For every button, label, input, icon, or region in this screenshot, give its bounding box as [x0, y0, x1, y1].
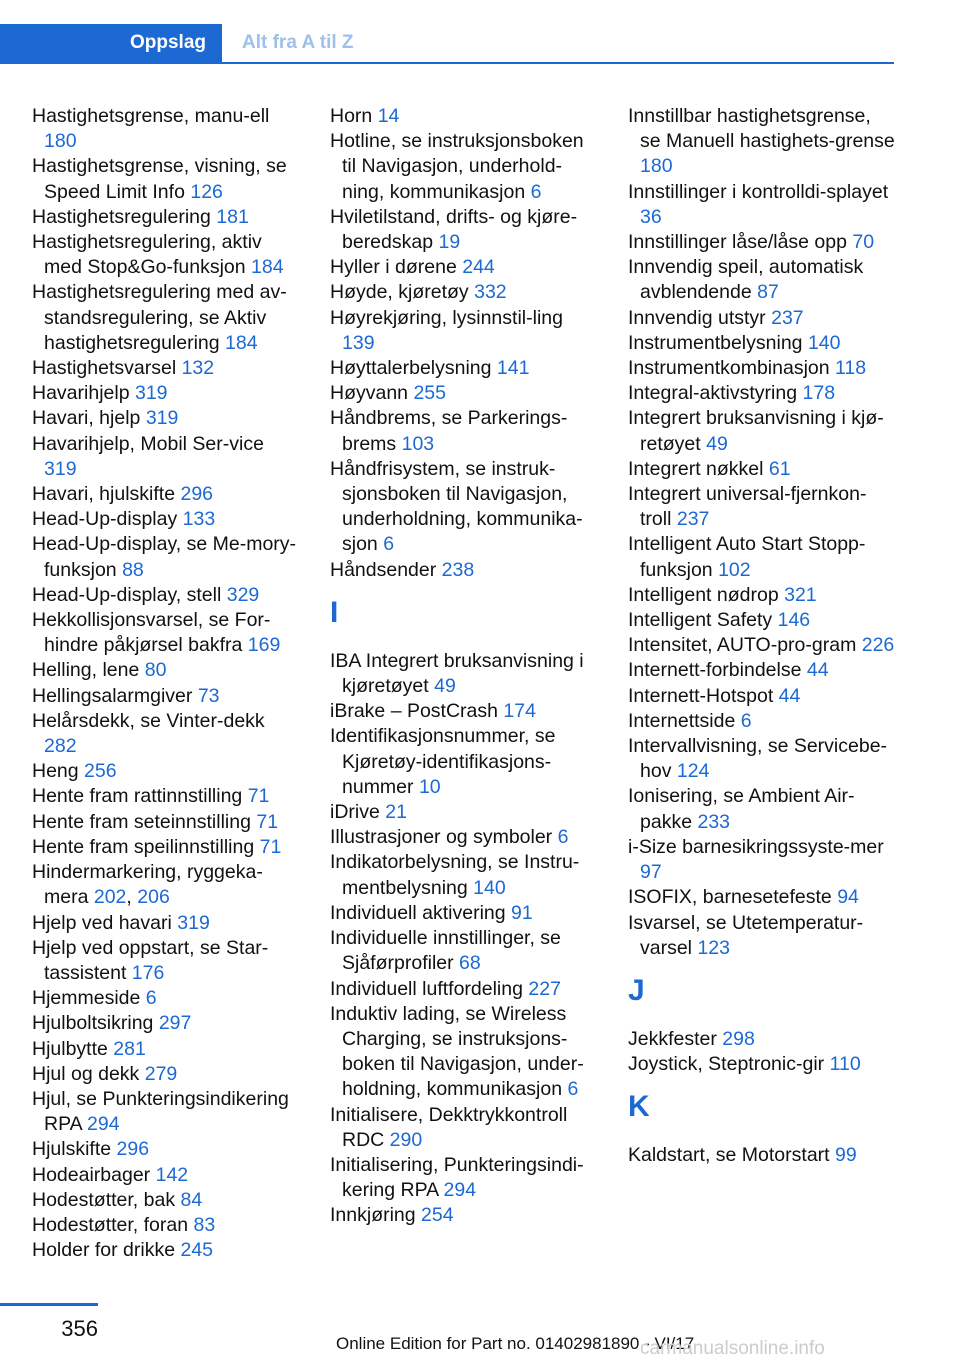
page-reference-link[interactable]: 44 [778, 684, 801, 707]
index-entry-text: Havari, hjulskifte [32, 483, 176, 506]
index-entry-text: Høyvann [330, 382, 409, 405]
page-reference-link[interactable]: 178 [802, 382, 836, 405]
index-entry [330, 699, 598, 724]
index-entry [330, 850, 598, 900]
page-reference-link[interactable]: 294 [443, 1179, 477, 1202]
page-reference-link[interactable]: 294 [87, 1113, 120, 1136]
page-reference-link[interactable]: 71 [247, 785, 270, 808]
page-reference-link[interactable]: 298 [722, 1027, 755, 1050]
page-reference-link[interactable]: 282 [44, 735, 77, 758]
page-reference-link[interactable]: 140 [473, 876, 506, 899]
index-entry [628, 1143, 896, 1168]
page-reference-link[interactable]: 71 [256, 810, 279, 833]
page-reference-link[interactable]: 133 [182, 508, 216, 531]
page-reference-link[interactable]: 146 [777, 609, 811, 632]
page-reference-link[interactable]: 238 [441, 558, 475, 581]
index-entry [32, 432, 300, 482]
index-entry-text: Individuelle innstillinger, se Sjåførprofiler [330, 927, 561, 975]
page-reference-link[interactable]: 87 [757, 281, 779, 304]
index-entry [628, 255, 896, 305]
page-reference-link[interactable]: 118 [835, 357, 867, 380]
index-entry-text: Hastighetsgrense, manu-ell [32, 105, 270, 127]
page-reference-link[interactable]: 6 [740, 709, 752, 732]
page-reference-link[interactable]: 126 [190, 180, 223, 203]
index-entry-text: Håndbrems, se Parkerings-brems [330, 407, 568, 455]
index-entry-text: Kaldstart, se Motorstart [628, 1144, 830, 1167]
index-entry-text: Hviletilstand, drifts- og kjøre-beredskap [330, 205, 578, 254]
index-entry-text: Hodestøtter, foran [32, 1213, 189, 1236]
page-reference-link[interactable]: 6 [557, 826, 569, 849]
index-entry-text: Hente fram rattinnstilling [32, 785, 243, 808]
page-reference-link[interactable]: 281 [113, 1037, 146, 1060]
index-entry [628, 331, 896, 356]
index-column-1 [32, 104, 300, 1263]
index-entry-text: Head-Up-display, stell [32, 583, 222, 606]
page-reference-link[interactable]: 84 [180, 1188, 203, 1211]
index-entry-text: Hjemmeside [32, 987, 141, 1010]
index-entry-text: Innstillinger i kontrolldi-splayet [628, 180, 889, 203]
edition-footer: Online Edition for Part no. 01402981890 - VI/17 [336, 1334, 695, 1353]
index-entry-text: Intelligent nødrop [628, 583, 779, 606]
page-reference-link[interactable]: 6 [530, 180, 542, 203]
page-reference-link[interactable]: 19 [438, 231, 461, 254]
index-entry [330, 205, 598, 255]
index-entry-text: Individuell luftfordeling [330, 977, 523, 1000]
index-entry [628, 356, 896, 381]
index-entry-text: Innstillinger låse/låse opp [628, 231, 847, 254]
index-entry [628, 885, 896, 910]
index-entry [628, 608, 896, 633]
index-entry-text: Hekkollisjonsvarsel, se For-hindre påkjørsel bakfra [32, 609, 271, 657]
page-reference-link[interactable]: 124 [676, 760, 710, 783]
index-entry [628, 482, 896, 532]
page-reference-link[interactable]: 296 [116, 1138, 150, 1161]
index-entry-text: Intervallvisning, se Servicebe-hov [628, 735, 888, 783]
index-entry-text: Innkjøring [330, 1204, 416, 1227]
index-entry [330, 649, 598, 699]
index-entry [330, 406, 598, 456]
page-reference-link[interactable]: 226 [861, 634, 895, 657]
index-entry-text: Hjulskifte [32, 1138, 112, 1161]
index-entry [628, 306, 896, 331]
index-entry [330, 901, 598, 926]
index-entry [32, 608, 300, 658]
page-reference-link[interactable]: 319 [134, 382, 168, 405]
page-reference-link[interactable]: 319 [145, 407, 179, 430]
index-entry [32, 835, 300, 860]
page-reference-link[interactable]: 102 [718, 558, 751, 581]
page-reference-link[interactable]: 141 [496, 357, 530, 380]
index-entry-text: ISOFIX, barnesetefeste [628, 886, 832, 909]
page-reference-link[interactable]: 184 [225, 331, 258, 354]
page-reference-link[interactable]: 180 [640, 155, 673, 178]
index-entry-text: Helårsdekk, se Vinter-dekk [32, 709, 265, 732]
index-entry-text: Håndsender [330, 558, 437, 581]
index-entry-text: Hodestøtter, bak [32, 1188, 176, 1211]
index-entry-text: Horn [330, 105, 373, 127]
index-entry-text: Head-Up-display, se Me-mory-funksjon [32, 533, 297, 581]
index-entry [32, 583, 300, 608]
index-entry-text: Hindermarkering, ryggeka-mera [32, 861, 263, 909]
index-entry-text: Hjul, se Punkteringsindikering RPA [32, 1087, 289, 1136]
index-entry [32, 709, 300, 759]
index-entry [32, 1163, 300, 1188]
index-entry [628, 835, 896, 885]
index-entry-text: Innvendig utstyr [628, 306, 766, 329]
index-entry-text: Hyller i dørene [330, 256, 457, 279]
page-reference-link[interactable]: 244 [462, 256, 495, 279]
page-reference-link[interactable]: 296 [180, 483, 214, 506]
index-entry [330, 129, 598, 205]
index-entry [32, 1011, 300, 1036]
index-entry [330, 800, 598, 825]
index-entry-text: Internett-forbindelse [628, 659, 802, 682]
page-reference-link[interactable]: 184 [251, 256, 284, 279]
page-reference-link[interactable]: 61 [768, 457, 791, 480]
index-entry-text: Internettside [628, 709, 736, 732]
index-entry [330, 558, 598, 583]
index-entry-text: Hastighetsregulering [32, 205, 211, 228]
tab-oppslag-label: Oppslag [129, 32, 206, 53]
index-entry-text: iBrake – PostCrash [330, 700, 498, 723]
index-entry-text: Hastighetsgrense, visning, se Speed Limit Info [32, 155, 287, 203]
index-entry-text: iDrive [330, 801, 380, 824]
index-entry-text: Instrumentkombinasjon [628, 357, 830, 380]
index-entry [32, 1238, 300, 1263]
index-entry [628, 709, 896, 734]
index-entry-text: Hellingsalarmgiver [32, 684, 193, 707]
page-reference-link[interactable]: 6 [567, 1078, 579, 1101]
index-entry-text: Hente fram seteinnstilling [32, 810, 251, 833]
page-reference-link[interactable]: 319 [177, 911, 210, 934]
index-entry [32, 810, 300, 835]
index-letter-heading: K [628, 1090, 650, 1124]
page-reference-link[interactable]: 49 [434, 675, 456, 698]
index-entry [32, 684, 300, 709]
index-entry [628, 658, 896, 683]
index-entry-text: Hjul og dekk [32, 1062, 140, 1085]
index-entry [628, 734, 896, 784]
index-entry: Hindermarkering, ryggeka-mera 202, 206 [32, 861, 263, 909]
index-entry-text: Indikatorbelysning, se Instru-mentbelysning [330, 851, 580, 899]
index-entry-text: Intensitet, AUTO-pro-gram [628, 634, 857, 657]
index-entry-text: IBA Integrert bruksanvisning i kjøretøyet [330, 649, 584, 698]
index-letter-heading: I [330, 595, 339, 629]
page-reference-link[interactable]: 132 [181, 357, 215, 380]
index-entry-text: Jekkfester [628, 1027, 717, 1050]
page-reference-link[interactable]: 94 [837, 886, 859, 909]
index-entry-text: Havari, hjelp [32, 407, 141, 430]
index-entry [32, 205, 300, 230]
index-entry-text: Integrert universal-fjernkon-troll [628, 483, 867, 531]
page-reference-link[interactable]: 103 [401, 432, 435, 455]
index-entry [32, 1037, 300, 1062]
page-reference-link[interactable]: 68 [459, 952, 481, 975]
index-entry [330, 356, 598, 381]
index-entry [330, 1203, 598, 1228]
page-reference-link[interactable]: 245 [180, 1239, 214, 1262]
index-entry [32, 532, 300, 582]
index-entry [628, 406, 896, 456]
index-entry [330, 457, 598, 558]
index-entry [330, 1103, 598, 1153]
index-entry-text: Intelligent Auto Start Stopp-funksjon [628, 533, 866, 581]
index-column-3 [628, 104, 896, 1169]
index-letter-heading: J [628, 973, 645, 1007]
page-reference-link[interactable]: 202 [93, 886, 127, 909]
index-entry [32, 936, 300, 986]
index-entry-text: Hotline, se instruksjonsboken til Navigasjon, underhold-ning, kommunikasjon [330, 130, 584, 203]
index-entry-text: Havarihjelp [32, 382, 130, 405]
index-entry [330, 381, 598, 406]
page-reference-link[interactable]: 91 [511, 901, 533, 924]
page-reference-link[interactable]: 169 [247, 634, 281, 657]
index-entry-text: Høyde, kjøretøy [330, 281, 469, 304]
watermark: carmanualsonline.info [640, 1338, 825, 1359]
index-entry-text: Hastighetsregulering med av-standsregulering, se Aktiv hastighetsregulering [32, 281, 287, 354]
index-entry-text: Individuell aktivering [330, 901, 506, 924]
index-entry-text: Illustrasjoner og symboler [330, 826, 553, 849]
index-entry [628, 230, 896, 255]
index-entry-text: Ionisering, se Ambient Air-pakke [628, 785, 855, 833]
index-entry [330, 306, 598, 356]
index-entry [628, 784, 896, 834]
index-entry [628, 381, 896, 406]
index-entry [628, 633, 896, 658]
page-reference-link[interactable]: 99 [835, 1144, 857, 1167]
index-entry-text: Initialisering, Punkteringsindi-kering RPA [330, 1153, 584, 1202]
index-entry-text: Head-Up-display [32, 508, 178, 531]
index-entry [628, 532, 896, 582]
index-entry [32, 104, 300, 154]
page-reference-link[interactable]: 206 [137, 886, 170, 909]
page-reference-link[interactable]: 319 [44, 457, 77, 480]
index-entry-text: Instrumentbelysning [628, 331, 803, 354]
page-reference-link[interactable]: 44 [806, 659, 829, 682]
index-entry [32, 230, 300, 280]
page-reference-link[interactable]: 255 [413, 382, 446, 405]
page-reference-link[interactable]: 71 [259, 835, 282, 858]
index-entry [628, 1052, 896, 1077]
index-entry-text: Integrert bruksanvisning i kjø-retøyet [628, 407, 884, 455]
index-entry [32, 986, 300, 1011]
index-entry [330, 280, 598, 305]
index-entry-text: Isvarsel, se Utetemperatur-varsel [628, 911, 864, 959]
index-entry-text: Havarihjelp, Mobil Ser-vice [32, 432, 264, 455]
index-entry-text: Integrert nøkkel [628, 457, 764, 480]
index-entry [330, 104, 598, 129]
index-entry-text: Hjelp ved havari [32, 911, 172, 934]
index-entry [32, 356, 300, 381]
page-reference-link[interactable]: 233 [697, 810, 731, 833]
index-entry [628, 1027, 896, 1052]
page-reference-link[interactable]: 140 [807, 331, 841, 354]
page-reference-link[interactable]: 80 [144, 659, 167, 682]
index-entry [32, 280, 300, 356]
index-entry [32, 154, 300, 204]
page-reference-link[interactable]: 21 [385, 801, 407, 824]
page-reference-link[interactable]: 332 [474, 281, 507, 304]
page-reference-link[interactable]: 10 [418, 775, 441, 798]
page-reference-link[interactable]: 123 [697, 936, 730, 959]
page-reference-link[interactable]: 181 [216, 205, 249, 228]
page-reference-link[interactable]: 174 [503, 700, 536, 723]
index-entry-text: Induktiv lading, se Wireless Charging, se instruksjons-boken til Navigasjon, under-holdning, kommunikasjon [330, 1002, 584, 1101]
index-entry-text: Høyrekjøring, lysinnstil-ling [330, 306, 563, 329]
page-reference-link[interactable]: 70 [852, 231, 875, 254]
index-entry-text: Hjelp ved oppstart, se Star-tassistent [32, 936, 269, 984]
index-entry-text: Innstillbar hastighetsgrense, se Manuell hastighets-grense [628, 105, 895, 153]
index-entry [32, 1137, 300, 1162]
index-entry-text: Intelligent Safety [628, 609, 773, 632]
index-entry [32, 784, 300, 809]
index-entry-text: Håndfrisystem, se instruk-sjonsboken til Navigasjon, underholdning, kommunika-sjon [330, 457, 583, 556]
index-entry [32, 759, 300, 784]
index-entry-text: i-Size barnesikringssyste-mer [628, 835, 884, 858]
index-entry-text: Helling, lene [32, 659, 140, 682]
page-reference-link[interactable]: 36 [640, 205, 662, 228]
page-reference-link[interactable]: 237 [771, 306, 804, 329]
page-reference-link[interactable]: 180 [44, 130, 77, 153]
index-entry [32, 507, 300, 532]
index-entry-text: Hodeairbager [32, 1163, 151, 1186]
index-entry-text: Hente fram speilinnstilling [32, 835, 255, 858]
index-entry [32, 406, 300, 431]
index-entry [330, 1153, 598, 1203]
index-entry [32, 1188, 300, 1213]
index-entry [628, 684, 896, 709]
tab-alt-fra-a-til-z[interactable]: Alt fra A til Z [242, 32, 354, 53]
index-entry [32, 1213, 300, 1238]
page-reference-link[interactable]: 321 [784, 583, 817, 606]
page-reference-link[interactable]: 97 [640, 861, 662, 884]
page-reference-link[interactable]: 176 [131, 961, 165, 984]
index-entry-text: Identifikasjonsnummer, se Kjøretøy-identifikasjons-nummer [330, 725, 556, 798]
index-entry-text: Heng [32, 760, 79, 783]
tab-oppslag[interactable] [0, 24, 222, 62]
index-entry [628, 911, 896, 961]
page-reference-link[interactable]: 73 [197, 684, 220, 707]
index-entry [32, 911, 300, 936]
index-entry-text: Holder for drikke [32, 1239, 176, 1262]
index-entry [628, 583, 896, 608]
index-entry-text: Joystick, Steptronic-gir [628, 1053, 825, 1076]
index-entry [32, 482, 300, 507]
page-reference-link[interactable]: 254 [421, 1204, 454, 1227]
index-entry [32, 1087, 300, 1137]
page-reference-link[interactable]: 139 [342, 331, 375, 354]
page-reference-link[interactable]: 297 [158, 1012, 192, 1035]
index-entry [32, 658, 300, 683]
page-reference-link[interactable]: 329 [226, 583, 260, 606]
page-reference-link[interactable]: 83 [193, 1213, 216, 1236]
page-number-rule [0, 1303, 98, 1306]
index-entry [330, 724, 598, 800]
page-reference-link[interactable]: 279 [144, 1062, 178, 1085]
page-reference-link[interactable]: 110 [829, 1053, 861, 1076]
index-entry-text: Hastighetsvarsel [32, 357, 177, 380]
index-entry [628, 104, 896, 180]
page-reference-link[interactable]: 6 [383, 533, 395, 556]
page-number: 356 [61, 1316, 98, 1341]
page-reference-link[interactable]: 237 [676, 508, 710, 531]
page-reference-link[interactable]: 256 [84, 760, 117, 783]
index-entry [32, 381, 300, 406]
page-reference-link[interactable]: 49 [706, 432, 728, 455]
index-entry-text: Hastighetsregulering, aktiv med Stop&Go-funksjon [32, 231, 262, 279]
header-bar [0, 0, 894, 64]
index-entry [330, 926, 598, 976]
index-entry-text: Høyttalerbelysning [330, 357, 492, 380]
index-entry-text: Hjulboltsikring [32, 1012, 154, 1035]
page-reference-link[interactable]: 290 [389, 1128, 423, 1151]
index-entry [330, 1002, 598, 1103]
index-column-2 [330, 104, 598, 1229]
page-reference-link[interactable]: 88 [122, 558, 144, 581]
index-entry-text: Initialisere, Dekktrykkontroll RDC [330, 1103, 568, 1151]
index-entry [330, 255, 598, 280]
index-entry-text: Integral-aktivstyring [628, 382, 798, 405]
index-entry [330, 825, 598, 850]
index-entry [32, 1062, 300, 1087]
index-entry-text: Hjulbytte [32, 1037, 108, 1060]
index-entry [330, 977, 598, 1002]
page-reference-link[interactable]: 142 [155, 1163, 189, 1186]
index-entry-text: Internett-Hotspot [628, 684, 774, 707]
index-entry-text: Innvendig speil, automatisk avblendende [628, 256, 864, 304]
index-entry [628, 457, 896, 482]
page-reference-link[interactable]: 14 [377, 105, 400, 127]
page-reference-link[interactable]: 227 [528, 977, 561, 1000]
index-entry [628, 180, 896, 230]
page-reference-link[interactable]: 6 [145, 987, 157, 1010]
